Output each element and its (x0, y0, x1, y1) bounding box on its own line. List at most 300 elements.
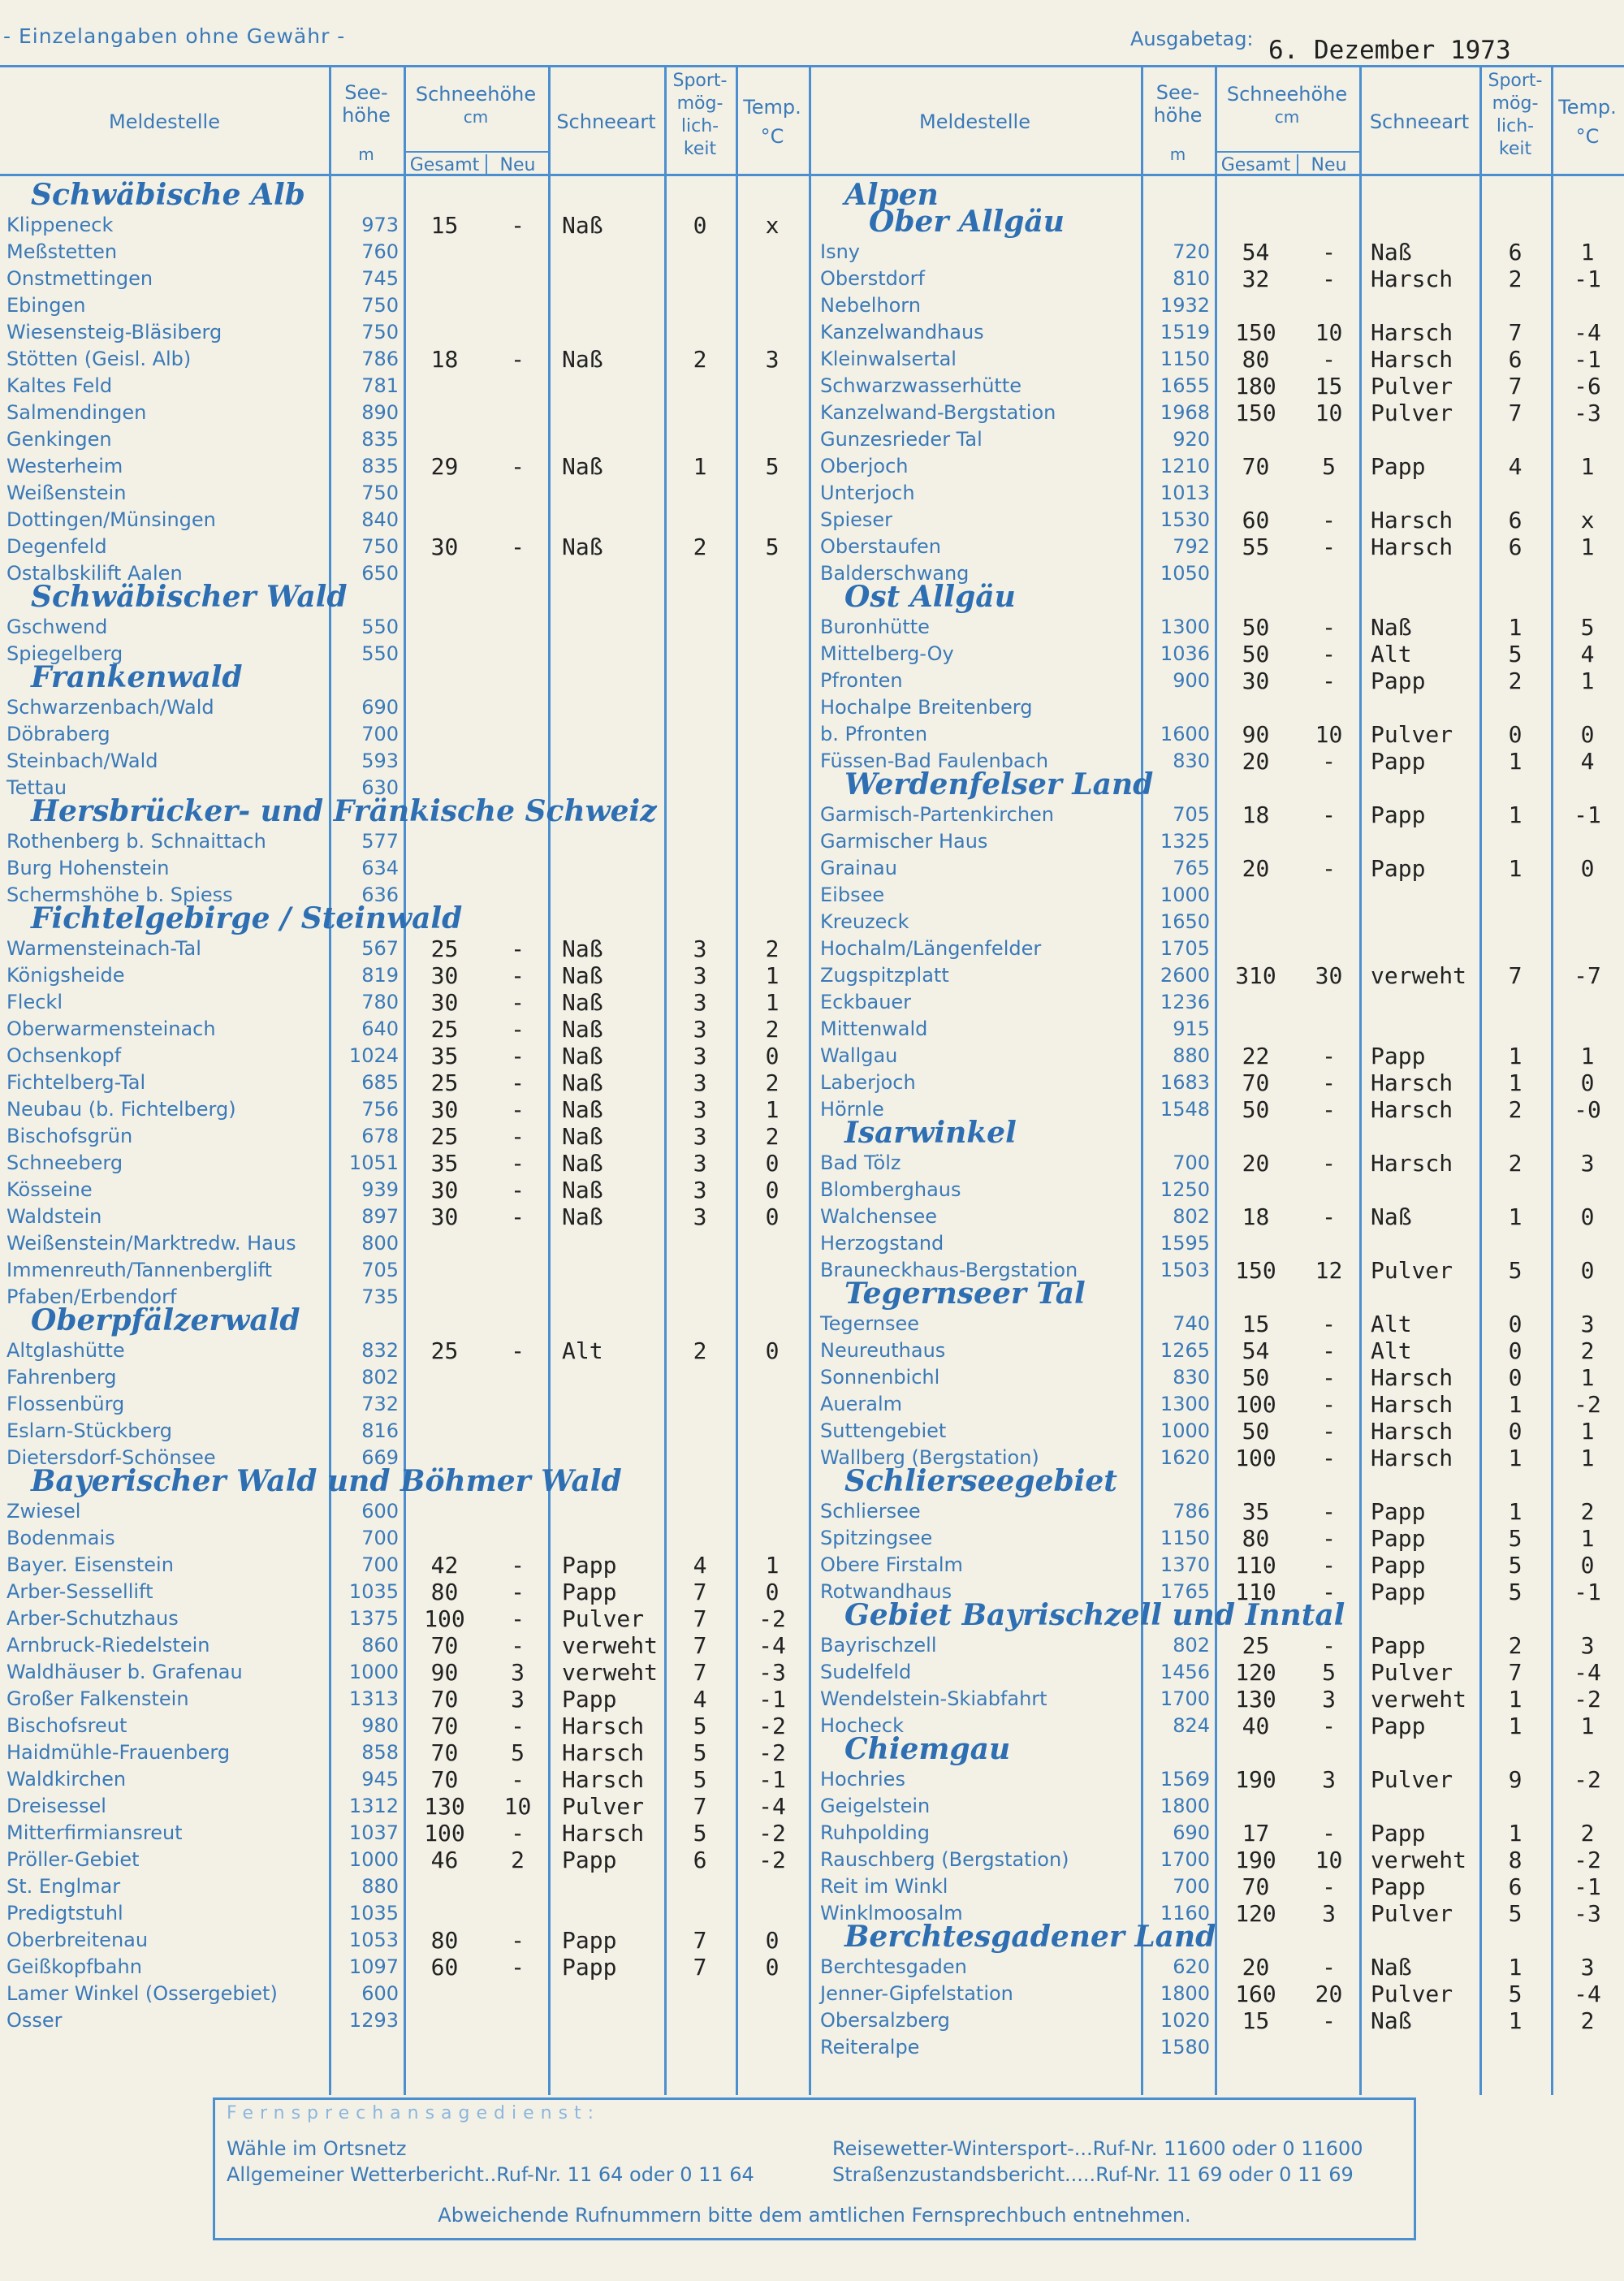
table-row (0, 1445, 1624, 1471)
temperature: 0 (1580, 1203, 1595, 1230)
temperature: 2 (1580, 1337, 1595, 1364)
issue-date: 6. Dezember 1973 (1268, 36, 1511, 65)
table-row (0, 855, 1624, 882)
temperature: -2 (758, 1739, 786, 1766)
station-elevation: 1968 (1160, 401, 1210, 424)
snow-type: Harsch (1371, 1096, 1453, 1123)
section-title: Chiemgau (844, 1732, 1011, 1766)
temperature: 0 (1580, 1069, 1595, 1096)
snow-total: 35 (430, 1043, 459, 1069)
snow-total: 80 (1242, 1525, 1270, 1552)
table-row (0, 480, 1624, 507)
station-name: Bischofsgrün (6, 1125, 133, 1147)
station-elevation: 1800 (1160, 1982, 1210, 2005)
snow-new: - (511, 989, 525, 1016)
station-elevation: 1569 (1160, 1768, 1210, 1791)
snow-new: - (511, 1150, 525, 1177)
sport-rating: 0 (1508, 1364, 1522, 1391)
col-header-snow-depth-label: Schneehöhe (415, 83, 537, 106)
snow-new: 5 (1322, 1659, 1336, 1686)
station-name: Schneeberg (6, 1151, 123, 1174)
station-elevation: 630 (361, 776, 399, 799)
temperature: 5 (765, 534, 780, 560)
station-name: Geigelstein (820, 1795, 931, 1817)
station-name: Neureuthaus (820, 1339, 946, 1362)
snow-new: - (511, 1766, 525, 1793)
sport-rating: 5 (1508, 1525, 1522, 1552)
sport-rating: 3 (693, 1016, 707, 1043)
snow-new: - (1322, 1203, 1336, 1230)
snow-total: 70 (1242, 1069, 1270, 1096)
station-elevation: 1024 (348, 1044, 399, 1067)
station-name: Döbraberg (6, 723, 110, 745)
station-name: Herzogstand (820, 1232, 944, 1255)
sport-rating: 7 (693, 1793, 707, 1820)
table-row (0, 1391, 1624, 1418)
station-name: Stötten (Geisl. Alb) (6, 348, 192, 370)
station-elevation: 858 (361, 1741, 399, 1764)
snow-type: Harsch (1371, 507, 1453, 534)
station-elevation: 700 (361, 1553, 399, 1576)
temperature: 1 (1580, 1445, 1595, 1471)
snow-total: 32 (1242, 266, 1270, 292)
station-elevation: 835 (361, 455, 399, 477)
snow-type: Harsch (1371, 1391, 1453, 1418)
temperature: 3 (1580, 1150, 1595, 1177)
station-name: Arber-Sessellift (6, 1580, 153, 1603)
station-name: Schermshöhe b. Spiess (6, 883, 233, 906)
snow-new: - (1322, 1552, 1336, 1579)
snow-type: Papp (1371, 1579, 1426, 1605)
snow-total: 70 (430, 1713, 459, 1739)
snow-total: 180 (1235, 373, 1276, 400)
station-name: Mittelberg-Oy (820, 642, 954, 665)
station-name: Bodenmais (6, 1527, 115, 1549)
station-elevation: 620 (1173, 1955, 1210, 1978)
snow-type: Pulver (1371, 1257, 1453, 1284)
snow-new: - (511, 1632, 525, 1659)
sport-rating: 4 (693, 1552, 707, 1579)
table-row (0, 319, 1624, 346)
sport-rating: 2 (693, 534, 707, 560)
table-row (0, 2034, 1624, 2061)
station-elevation: 700 (361, 1527, 399, 1549)
snow-total: 160 (1235, 1981, 1276, 2007)
temperature: -2 (758, 1820, 786, 1847)
station-elevation: 678 (361, 1125, 399, 1147)
col-header-snow-type: Schneeart (556, 110, 656, 133)
snow-new: 30 (1315, 962, 1343, 989)
snow-type: Naß (562, 212, 603, 239)
station-elevation: 1097 (348, 1955, 399, 1978)
snow-type: Naß (1371, 1203, 1412, 1230)
col-header-temp-2: °C (1575, 125, 1600, 148)
snow-total: 18 (430, 346, 459, 373)
table-row (0, 1659, 1624, 1686)
snow-new: 3 (511, 1659, 525, 1686)
station-elevation: 550 (361, 642, 399, 665)
snow-total: 190 (1235, 1847, 1276, 1873)
station-elevation: 634 (361, 857, 399, 879)
station-elevation: 745 (361, 267, 399, 290)
col-header-temp (1551, 96, 1624, 148)
table-row (0, 1793, 1624, 1820)
snow-total: 25 (430, 1337, 459, 1364)
station-name: St. Englmar (6, 1875, 121, 1898)
section-title: Schlierseegebiet (844, 1464, 1117, 1498)
station-elevation: 1313 (348, 1687, 399, 1710)
snow-total: 54 (1242, 239, 1270, 266)
snow-type: Pulver (1371, 1766, 1453, 1793)
station-name: Dreisessel (6, 1795, 106, 1817)
station-name: b. Pfronten (820, 723, 928, 745)
temperature: 2 (765, 1123, 780, 1150)
station-name: Warmensteinach-Tal (6, 937, 201, 960)
sport-rating: 1 (1508, 1391, 1522, 1418)
temperature: 4 (1580, 641, 1595, 667)
sport-rating: 1 (1508, 1686, 1522, 1713)
station-name: Rotwandhaus (820, 1580, 952, 1603)
station-name: Garmischer Haus (820, 830, 988, 853)
temperature: 0 (765, 1927, 780, 1954)
snow-type: Harsch (562, 1766, 645, 1793)
station-name: Ostalbskilift Aalen (6, 562, 183, 585)
col-header-elevation-1: See- (344, 81, 388, 104)
station-elevation: 1456 (1160, 1661, 1210, 1683)
station-name: Fahrenberg (6, 1366, 117, 1389)
snow-new: - (511, 1713, 525, 1739)
snow-type: verweht (1371, 1686, 1467, 1713)
snow-new: 15 (1315, 373, 1343, 400)
station-elevation: 1705 (1160, 937, 1210, 960)
temperature: 0 (765, 1954, 780, 1981)
snow-type: Naß (562, 346, 603, 373)
table-row (0, 989, 1624, 1016)
station-elevation: 800 (361, 1232, 399, 1255)
col-header-sport-1: Sport- (672, 71, 728, 91)
table-row (0, 1552, 1624, 1579)
sport-rating: 7 (1508, 962, 1522, 989)
snow-type: Papp (1371, 1552, 1426, 1579)
station-name: Ochsenkopf (6, 1044, 122, 1067)
snow-type: Naß (1371, 1954, 1412, 1981)
snow-total: 50 (1242, 1096, 1270, 1123)
snow-type: Naß (562, 989, 603, 1016)
table-row (0, 1016, 1624, 1043)
section-title: Berchtesgadener Land (844, 1920, 1216, 1954)
table-row (0, 1525, 1624, 1552)
sport-rating: 8 (1508, 1847, 1522, 1873)
sport-rating: 5 (1508, 1257, 1522, 1284)
temperature: 1 (1580, 1713, 1595, 1739)
station-elevation: 765 (1173, 857, 1210, 879)
snow-total: 50 (1242, 614, 1270, 641)
snow-type: Papp (562, 1552, 617, 1579)
station-elevation: 669 (361, 1446, 399, 1469)
snow-new: - (1322, 1445, 1336, 1471)
snow-total: 50 (1242, 1418, 1270, 1445)
snow-total: 60 (1242, 507, 1270, 534)
snow-type: Naß (562, 1123, 603, 1150)
station-elevation: 980 (361, 1714, 399, 1737)
table-row (0, 373, 1624, 400)
station-name: Spitzingsee (820, 1527, 933, 1549)
snow-type: verweht (562, 1659, 659, 1686)
table-row (0, 2007, 1624, 2034)
station-name: Grainau (820, 857, 897, 879)
station-name: Dottingen/Münsingen (6, 508, 216, 531)
station-name: Laberjoch (820, 1071, 916, 1094)
sport-rating: 1 (1508, 2007, 1522, 2034)
station-name: Hochalm/Längenfelder (820, 937, 1042, 960)
table-row (0, 534, 1624, 560)
temperature: 4 (1580, 748, 1595, 775)
temperature: 2 (1580, 2007, 1595, 2034)
station-name: Predigtstuhl (6, 1902, 123, 1925)
station-name: Isny (820, 240, 860, 263)
col-header-temp (736, 96, 809, 148)
snow-type: Papp (1371, 1525, 1426, 1552)
snow-total: 100 (1235, 1445, 1276, 1471)
sport-rating: 7 (693, 1659, 707, 1686)
snow-type: Harsch (562, 1713, 645, 1739)
table-row (0, 1900, 1624, 1927)
temperature: 3 (1580, 1954, 1595, 1981)
sport-rating: 5 (1508, 641, 1522, 667)
col-header-sport-3: lich- (680, 116, 719, 136)
station-name: Weißenstein/Marktredw. Haus (6, 1232, 296, 1255)
sport-rating: 3 (693, 1069, 707, 1096)
temperature: 0 (1580, 1552, 1595, 1579)
table-header-divider (0, 174, 1624, 176)
table-row (0, 1847, 1624, 1873)
snow-type: Papp (562, 1579, 617, 1605)
station-name: Salmendingen (6, 401, 147, 424)
temperature: -2 (1574, 1686, 1601, 1713)
station-elevation: 792 (1173, 535, 1210, 558)
temperature: 1 (1580, 667, 1595, 694)
station-elevation: 1013 (1160, 482, 1210, 504)
snow-new: - (511, 1954, 525, 1981)
section-title: Gebiet Bayrischzell und Inntal (844, 1598, 1345, 1632)
snow-total: 30 (430, 1096, 459, 1123)
temperature: -1 (758, 1686, 786, 1713)
station-name: Obersalzberg (820, 2009, 950, 2032)
sport-rating: 5 (1508, 1552, 1522, 1579)
snow-total: 20 (1242, 1150, 1270, 1177)
issue-label: Ausgabetag: (1130, 28, 1254, 50)
temperature: 1 (765, 989, 780, 1016)
station-name: Kaltes Feld (6, 374, 113, 397)
table-row (0, 909, 1624, 935)
snow-total: 80 (430, 1579, 459, 1605)
section-title: Tegernseer Tal (844, 1277, 1086, 1311)
station-elevation: 685 (361, 1071, 399, 1094)
snow-new: - (511, 1337, 525, 1364)
temperature: 0 (765, 1203, 780, 1230)
station-name: Mittenwald (820, 1017, 928, 1040)
station-name: Großer Falkenstein (6, 1687, 189, 1710)
temperature: 3 (1580, 1311, 1595, 1337)
table-row (0, 1632, 1624, 1659)
snow-new: - (511, 534, 525, 560)
station-name: Reiteralpe (820, 2036, 920, 2059)
snow-new: - (1322, 801, 1336, 828)
temperature: 5 (765, 453, 780, 480)
station-elevation: 832 (361, 1339, 399, 1362)
snow-total: 110 (1235, 1579, 1276, 1605)
snow-total: 17 (1242, 1820, 1270, 1847)
snow-type: Naß (562, 962, 603, 989)
snow-type: Harsch (1371, 319, 1453, 346)
section-title: Oberpfälzerwald (31, 1303, 300, 1337)
snow-type: Naß (562, 1043, 603, 1069)
snow-total: 80 (1242, 346, 1270, 373)
snow-new: - (511, 1605, 525, 1632)
snow-total: 18 (1242, 801, 1270, 828)
snow-total: 70 (430, 1766, 459, 1793)
snow-new: - (1322, 1498, 1336, 1525)
snow-type: Papp (562, 1686, 617, 1713)
station-elevation: 577 (361, 830, 399, 853)
station-name: Ebingen (6, 294, 86, 317)
station-name: Aueralm (820, 1393, 903, 1415)
table-row (0, 1096, 1624, 1123)
snow-new: - (1322, 2007, 1336, 2034)
snow-new: - (511, 1123, 525, 1150)
snow-new: - (1322, 855, 1336, 882)
station-name: Zwiesel (6, 1500, 81, 1523)
station-elevation: 750 (361, 482, 399, 504)
station-elevation: 802 (1173, 1205, 1210, 1228)
station-name: Kanzelwand-Bergstation (820, 401, 1056, 424)
snow-subheader-divider-right (1215, 151, 1359, 153)
station-name: Arnbruck-Riedelstein (6, 1634, 210, 1657)
station-elevation: 1700 (1160, 1848, 1210, 1871)
snow-new: - (1322, 1713, 1336, 1739)
station-elevation: 636 (361, 883, 399, 906)
sport-rating: 1 (1508, 1498, 1522, 1525)
snow-total: 30 (430, 534, 459, 560)
snow-type: Harsch (1371, 1069, 1453, 1096)
station-name: Unterjoch (820, 482, 915, 504)
snow-type: Naß (562, 1096, 603, 1123)
snow-new: - (1322, 1337, 1336, 1364)
sport-rating: 7 (693, 1632, 707, 1659)
station-name: Wendelstein-Skiabfahrt (820, 1687, 1047, 1710)
temperature: -3 (758, 1659, 786, 1686)
snow-total: 150 (1235, 319, 1276, 346)
temperature: 0 (1580, 855, 1595, 882)
temperature: 2 (765, 1069, 780, 1096)
temperature: x (765, 212, 780, 239)
temperature: -2 (758, 1847, 786, 1873)
sport-rating: 3 (693, 1123, 707, 1150)
sport-rating: 1 (693, 453, 707, 480)
station-name: Oberjoch (820, 455, 909, 477)
sport-rating: 6 (693, 1847, 707, 1873)
station-elevation: 1530 (1160, 508, 1210, 531)
snow-new: - (1322, 266, 1336, 292)
snow-type: Harsch (1371, 1445, 1453, 1471)
col-header-temp-1: Temp. (1558, 96, 1617, 119)
station-elevation: 1325 (1160, 830, 1210, 853)
footer-line2-right: Straßenzustandsbericht.....Ruf-Nr. 11 69 oder 0 11 69 (832, 2163, 1354, 2186)
snow-new: - (1322, 641, 1336, 667)
snow-subheader-divider-left (404, 151, 548, 153)
station-name: Eslarn-Stückberg (6, 1419, 172, 1442)
station-name: Sudelfeld (820, 1661, 912, 1683)
snow-total: 22 (1242, 1043, 1270, 1069)
station-elevation: 1620 (1160, 1446, 1210, 1469)
station-elevation: 1035 (348, 1902, 399, 1925)
sport-rating: 7 (693, 1927, 707, 1954)
station-elevation: 897 (361, 1205, 399, 1228)
col-header-snow-depth (404, 83, 548, 128)
temperature: 2 (1580, 1820, 1595, 1847)
sport-rating: 7 (1508, 1659, 1522, 1686)
station-elevation: 1800 (1160, 1795, 1210, 1817)
station-name: Rauschberg (Bergstation) (820, 1848, 1069, 1871)
station-elevation: 920 (1173, 428, 1210, 451)
station-elevation: 1050 (1160, 562, 1210, 585)
snow-type: Harsch (562, 1739, 645, 1766)
snow-total: 60 (430, 1954, 459, 1981)
temperature: 1 (1580, 534, 1595, 560)
snow-total: 46 (430, 1847, 459, 1873)
sport-rating: 2 (693, 346, 707, 373)
snow-total: 42 (430, 1552, 459, 1579)
station-name: Pfronten (820, 669, 903, 692)
snow-total: 29 (430, 453, 459, 480)
temperature: 0 (765, 1337, 780, 1364)
station-name: Westerheim (6, 455, 123, 477)
temperature: -3 (1574, 400, 1601, 426)
station-elevation: 781 (361, 374, 399, 397)
col-header-elevation-unit: m (358, 145, 374, 164)
snow-new: - (1322, 1069, 1336, 1096)
snow-type: Naß (562, 1203, 603, 1230)
sport-rating: 3 (693, 1203, 707, 1230)
col-header-temp-2: °C (760, 125, 784, 148)
station-name: Wallberg (Bergstation) (820, 1446, 1039, 1469)
station-name: Onstmettingen (6, 267, 153, 290)
sport-rating: 6 (1508, 239, 1522, 266)
sport-rating: 1 (1508, 855, 1522, 882)
station-name: Wallgau (820, 1044, 898, 1067)
col-header-sport-1: Sport- (1488, 71, 1543, 91)
col-header-sport (664, 70, 736, 161)
station-name: Bad Tölz (820, 1151, 901, 1174)
section-subtitle: Ober Allgäu (869, 205, 1065, 239)
station-name: Spiegelberg (6, 642, 123, 665)
section-title: Alpen (844, 178, 939, 212)
sport-rating: 3 (693, 962, 707, 989)
snow-type: Pulver (562, 1605, 645, 1632)
table-row (0, 828, 1624, 855)
disclaimer: - Einzelangaben ohne Gewähr - (3, 24, 346, 48)
snow-new: - (511, 346, 525, 373)
snow-new: - (511, 1177, 525, 1203)
temperature: 0 (765, 1579, 780, 1605)
station-name: Mitterfirmiansreut (6, 1821, 183, 1844)
snow-type: Harsch (1371, 1418, 1453, 1445)
station-name: Reit im Winkl (820, 1875, 948, 1898)
temperature: 5 (1580, 614, 1595, 641)
snow-new: 10 (1315, 1847, 1343, 1873)
station-name: Eckbauer (820, 991, 912, 1013)
sport-rating: 3 (693, 1177, 707, 1203)
